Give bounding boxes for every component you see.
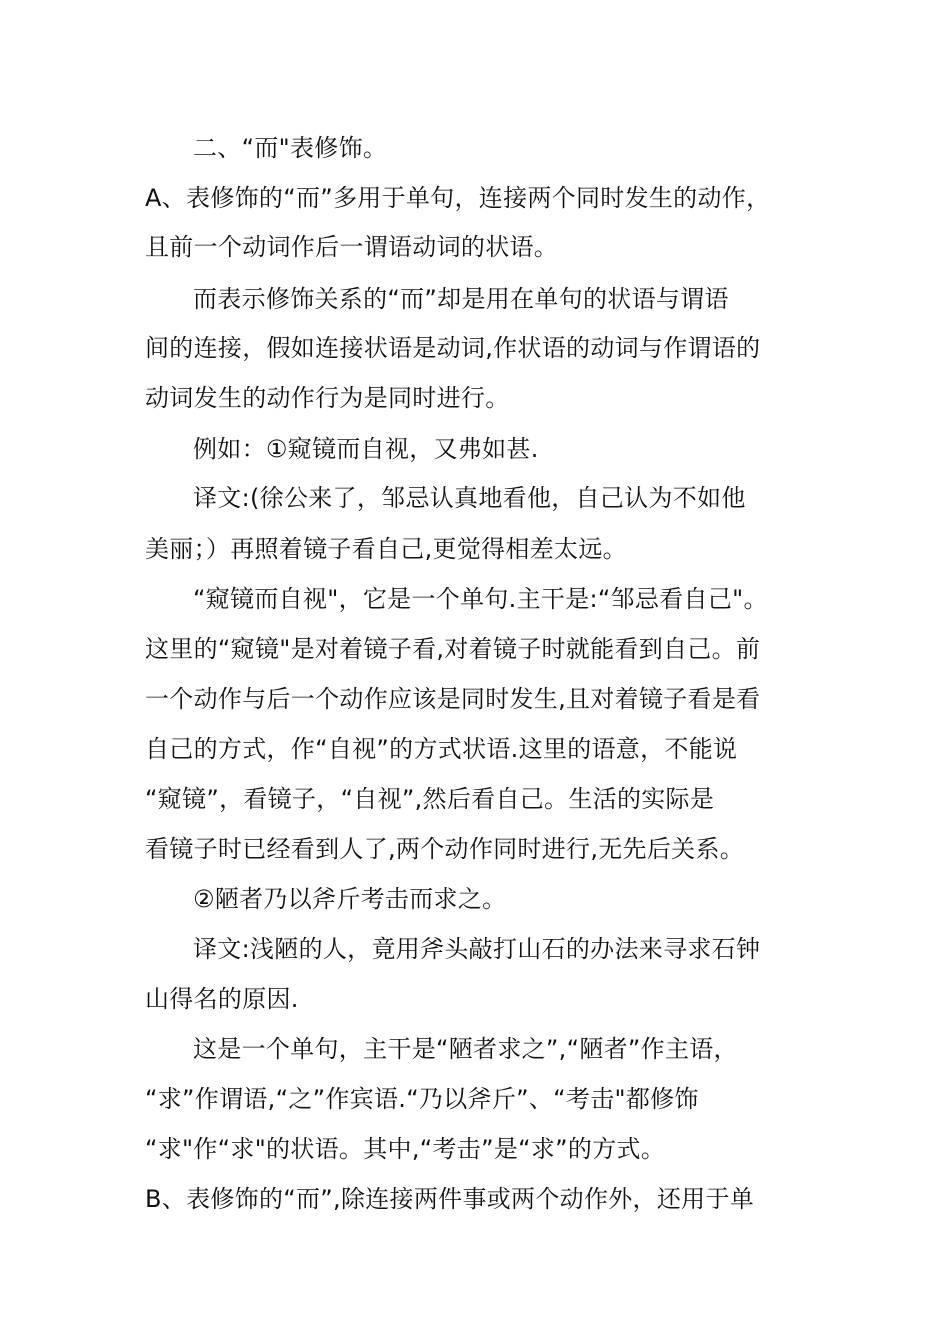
paragraph-line: 这是一个单句，主干是“陋者求之”,“陋者”作主语， (193, 1035, 738, 1063)
paragraph-line: “求"作“求"的状语。其中,“考击”是“求”的方式。 (145, 1135, 666, 1163)
translation-line: 译文:浅陋的人，竟用斧头敲打山石的办法来寻求石钟 (193, 935, 761, 963)
paragraph-line: 而表示修饰关系的“而”却是用在单句的状语与谓语 (193, 285, 729, 313)
paragraph-line: “窥镜而自视"，它是一个单句.主干是:“邹忌看自己"。 (193, 585, 768, 613)
translation-line: 译文:(徐公来了，邹忌认真地看他，自己认为不如他 (193, 484, 746, 512)
paragraph-line: 看镜子时已经看到人了,两个动作同时进行,无先后关系。 (145, 835, 745, 863)
paragraph-line: 且前一个动词作后一谓语动词的状语。 (145, 233, 559, 261)
paragraph-line: A、表修饰的“而”多用于单句，连接两个同时发生的动作， (145, 184, 771, 212)
paragraph-line: 动词发生的动作行为是同时进行。 (145, 384, 510, 412)
paragraph-line: B、表修饰的“而”,除连接两件事或两个动作外，还用于单 (145, 1185, 755, 1213)
translation-line: 美丽；）再照着镜子看自己,更觉得相差太远。 (145, 535, 627, 563)
section-heading: 二、“而"表修饰。 (193, 134, 388, 162)
paragraph-line: 这里的“窥镜"是对着镜子看,对着镜子时就能看到自己。前 (145, 635, 761, 663)
paragraph-line: “求”作谓语,“之”作宾语.“乃以斧斤”、“考击"都修饰 (145, 1085, 699, 1113)
paragraph-line: 间的连接，假如连接状语是动词,作状语的动词与作谓语的 (145, 334, 761, 362)
paragraph-line: “窥镜”，看镜子，“自视”,然后看自己。生活的实际是 (145, 785, 715, 813)
example-line: ②陋者乃以斧斤考击而求之。 (193, 885, 507, 913)
example-line: 例如：①窥镜而自视，又弗如甚. (193, 435, 539, 463)
paragraph-line: 自己的方式，作“自视”的方式状语.这里的语意，不能说 (145, 735, 738, 763)
paragraph-line: 一个动作与后一个动作应该是同时发生,且对着镜子看是看 (145, 685, 761, 713)
translation-line: 山得名的原因. (145, 985, 299, 1013)
